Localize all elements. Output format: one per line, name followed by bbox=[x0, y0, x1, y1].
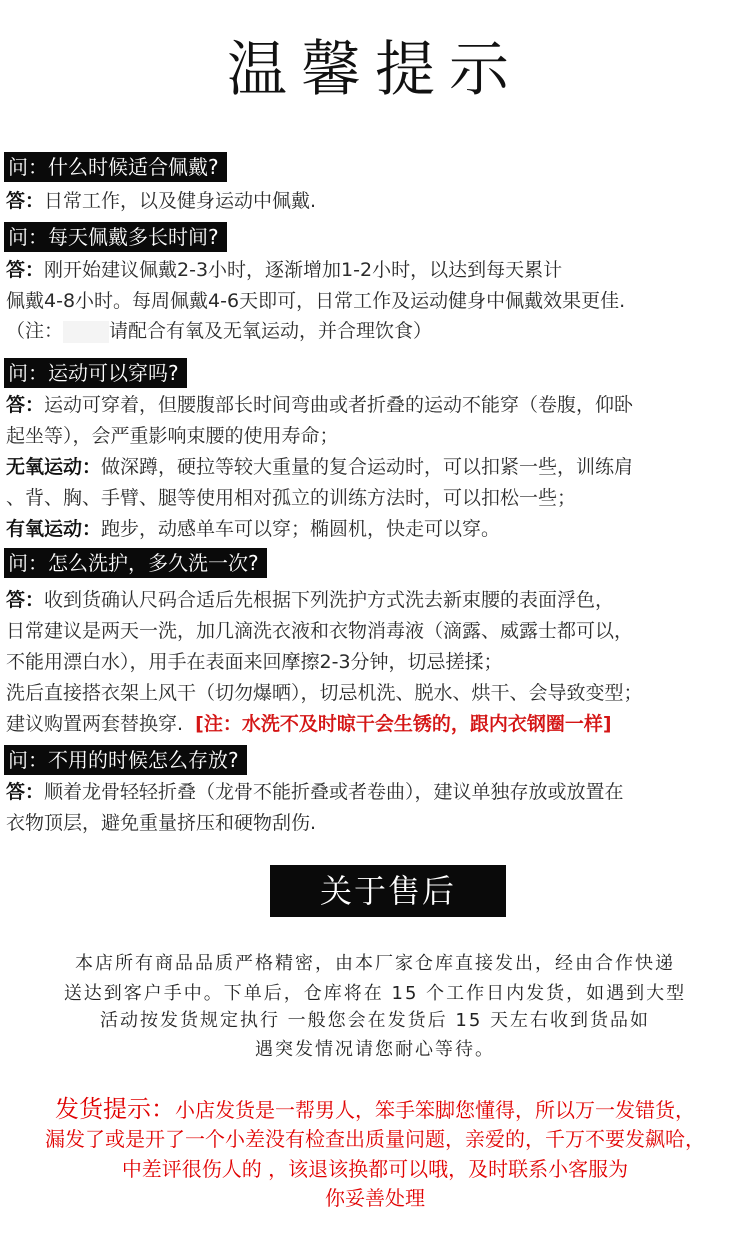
blurred-region bbox=[63, 321, 109, 343]
aerobic-label: 有氧运动： bbox=[6, 518, 102, 540]
faq-answer-5 bbox=[6, 777, 624, 807]
faq-answer-1 bbox=[6, 186, 316, 216]
answer-line: 日常建议是两天一洗，加几滴洗衣液和衣物消毒液（滴露、威露士都可以， bbox=[6, 620, 634, 642]
faq-question-3: 问：运动可以穿吗? bbox=[4, 358, 187, 388]
page-title: 温馨提示 bbox=[227, 35, 523, 105]
answer-line: 做深蹲，硬拉等较大重量的复合运动时，可以扣紧一些，训练肩 bbox=[101, 456, 634, 478]
shipping-line: 你妥善处理 bbox=[325, 1186, 425, 1210]
faq-answer-4 bbox=[6, 585, 614, 615]
answer-line: 运动可穿着，但腰腹部长时间弯曲或者折叠的运动不能穿（卷腹，仰卧 bbox=[44, 394, 634, 416]
answer-line: 佩戴4-8小时。每周佩戴4-6天即可，日常工作及运动健身中佩戴效果更佳. bbox=[6, 290, 626, 312]
answer-line: 收到货确认尺码合适后先根据下列洗护方式洗去新束腰的表面浮色， bbox=[44, 589, 615, 611]
faq-answer-3 bbox=[6, 390, 633, 420]
anaerobic-line bbox=[6, 452, 633, 482]
answer-label: 答： bbox=[6, 190, 45, 212]
after-sales-line: 送达到客户手中。下单后，仓库将在 15 个工作日内发货，如遇到大型 bbox=[63, 983, 687, 1004]
answer-label: 答： bbox=[6, 589, 45, 611]
wash-warning-note: [注：水洗不及时晾干会生锈的，跟内衣钢圈一样] bbox=[195, 713, 612, 735]
answer-line: 请配合有氧及无氧运动，并合理饮食） bbox=[109, 320, 433, 342]
answer-line-with-note bbox=[6, 709, 612, 739]
answer-line: 顺着龙骨轻轻折叠（龙骨不能折叠或者卷曲），建议单独存放或放置在 bbox=[44, 781, 624, 803]
answer-note bbox=[6, 316, 432, 346]
answer-label: 答： bbox=[6, 259, 45, 281]
aerobic-line bbox=[6, 514, 500, 544]
after-sales-title: 关于售后 bbox=[270, 865, 506, 917]
answer-line: 建议购置两套替换穿. bbox=[6, 713, 184, 735]
answer-label: 答： bbox=[6, 394, 45, 416]
faq-question-2: 问：每天佩戴多长时间? bbox=[4, 222, 227, 252]
faq-question-4: 问：怎么洗护，多久洗一次? bbox=[4, 548, 267, 578]
shipping-line: 小店发货是一帮男人，笨手笨脚您懂得，所以万一发错货， bbox=[175, 1098, 695, 1122]
answer-label: 答： bbox=[6, 781, 45, 803]
shipping-notice-label: 发货提示： bbox=[55, 1095, 175, 1123]
answer-line: 洗后直接搭衣架上风干（切勿爆晒），切忌机洗、脱水、烘干、会导致变型； bbox=[6, 682, 643, 704]
after-sales-line: 遇突发情况请您耐心等待。 bbox=[255, 1039, 495, 1060]
shipping-line: 中差评很伤人的 ，该退该换都可以哦，及时联系小客服为 bbox=[121, 1157, 629, 1181]
answer-line: 日常工作，以及健身运动中佩戴. bbox=[44, 190, 317, 212]
note-prefix: （注： bbox=[6, 320, 64, 342]
answer-line: 刚开始建议佩戴2-3小时，逐渐增加1-2小时，以达到每天累计 bbox=[44, 259, 563, 281]
faq-question-1: 问：什么时候适合佩戴? bbox=[4, 152, 227, 182]
anaerobic-label: 无氧运动： bbox=[6, 456, 102, 478]
after-sales-line: 本店所有商品品质严格精密，由本厂家仓库直接发出，经由合作快递 bbox=[75, 953, 675, 974]
answer-line: 衣物顶层，避免重量挤压和硬物刮伤. bbox=[6, 812, 317, 834]
faq-question-5: 问：不用的时候怎么存放? bbox=[4, 745, 247, 775]
faq-answer-2 bbox=[6, 255, 562, 285]
answer-line: 不能用漂白水），用手在表面来回摩擦2-3分钟，切忌搓揉； bbox=[6, 651, 503, 673]
after-sales-line: 活动按发货规定执行 一般您会在发货后 15 天左右收到货品如 bbox=[99, 1010, 651, 1031]
answer-line: 、背、胸、手臂、腿等使用相对孤立的训练方法时，可以扣松一些； bbox=[6, 487, 577, 509]
shipping-line: 漏发了或是开了一个小差没有检查出质量问题，亲爱的，千万不要发飙哈， bbox=[45, 1127, 705, 1151]
shipping-notice-first-line bbox=[0, 1094, 750, 1125]
answer-line: 起坐等），会严重影响束腰的使用寿命； bbox=[6, 425, 339, 447]
answer-line: 跑步，动感单车可以穿；椭圆机，快走可以穿。 bbox=[101, 518, 501, 540]
